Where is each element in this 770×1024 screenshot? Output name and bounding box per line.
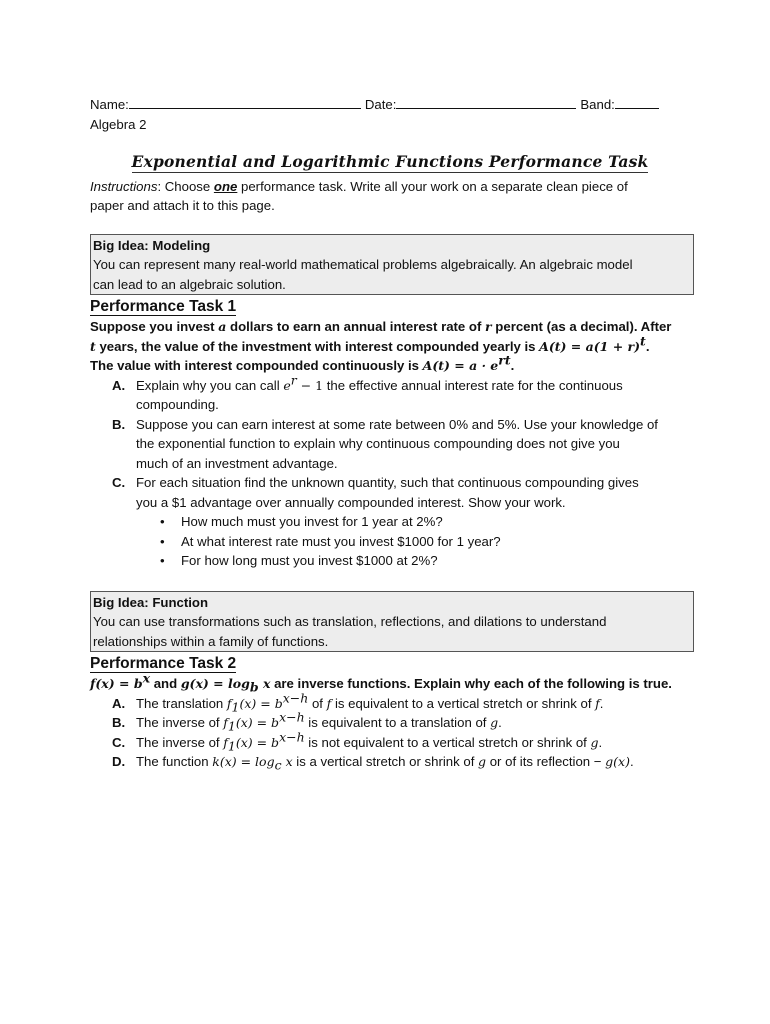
date-label: Date: bbox=[364, 97, 397, 112]
page-title: Exponential and Logarithmic Functions Performance Task bbox=[131, 152, 649, 171]
band-blank bbox=[615, 94, 659, 109]
big-idea-function-box: Big Idea: Function You can use transformations such as translation, reflections, and dilations to understand relationships within a family of functions. bbox=[90, 591, 694, 653]
big-idea-heading: Big Idea: Function bbox=[93, 594, 209, 610]
task-2-item-a: A. The translation $f_1(x) = b^{x-h}$ of f is equivalent to a vertical stretch or shrink of f. bbox=[112, 690, 604, 715]
big-idea-heading: Big Idea: Modeling bbox=[93, 237, 211, 253]
task-2-items bbox=[90, 690, 690, 773]
list-item: • How much must you invest for 1 year at 2%? bbox=[160, 514, 443, 529]
task-1-intro: Suppose you invest a dollars to earn an annual interest rate of r percent (as a decimal). After t years, the value of the investment with interest compounded yearly is $A(t) = a(1 + r)^t$. The value with interest compounded continuously is $A(t) = a \cdot e^{rt}$. bbox=[90, 319, 672, 373]
task-2-item-b: B. The inverse of $f_1(x) = b^{x-h}$ is equivalent to a translation of g. bbox=[112, 709, 502, 734]
task-1-items bbox=[90, 372, 690, 513]
list-item: • At what interest rate must you invest $1000 for 1 year? bbox=[160, 533, 501, 549]
instructions: Instructions: Choose one performance task. Write all your work on a separate clean piece of paper and attach it to this page. bbox=[90, 178, 628, 213]
task-1-item-c: C. For each situation find the unknown quantity, such that continuous compounding gives you a $1 advantage over annually compounded interest. Show your work. bbox=[112, 475, 639, 510]
worksheet-page bbox=[90, 94, 690, 772]
name-label: Name: bbox=[90, 97, 129, 112]
task-2-item-d: D. The function $k(x) = \log_c x$ is a vertical stretch or shrink of g or of its reflection − g(x). bbox=[112, 754, 634, 773]
task-2-item-c: C. The inverse of $f_1(x) = b^{x-h}$ is not equivalent to a vertical stretch or shrink of g. bbox=[112, 729, 603, 754]
list-item: • For how long must you invest $1000 at 2%? bbox=[160, 553, 438, 568]
big-idea-modeling-box: Big Idea: Modeling You can represent many real-world mathematical problems algebraically. An algebraic model can lead to an algebraic solution. bbox=[90, 234, 694, 296]
task-1-c-bullets bbox=[136, 512, 690, 571]
task-2-title: Performance Task 2 bbox=[90, 655, 237, 672]
task-1-item-a: A. Explain why you can call $e^r - 1$ the effective annual interest rate for the continuous compounding. bbox=[112, 372, 623, 412]
task-2-intro: $f(x) = b^x$ and $g(x) = \log_b x$ are inverse functions. Explain why each of the following is true. bbox=[90, 670, 672, 695]
task-1-item-b: B. Suppose you can earn interest at some rate between 0% and 5%. Use your knowledge of the exponential function to explain why continuous compounding does not give you much of an investment advantage. bbox=[112, 416, 658, 471]
course-name: Algebra 2 bbox=[90, 116, 147, 132]
name-blank bbox=[129, 94, 361, 109]
student-info-header bbox=[90, 94, 690, 115]
date-blank bbox=[396, 94, 576, 109]
band-label: Band: bbox=[580, 97, 615, 112]
task-1-title: Performance Task 1 bbox=[90, 298, 237, 315]
